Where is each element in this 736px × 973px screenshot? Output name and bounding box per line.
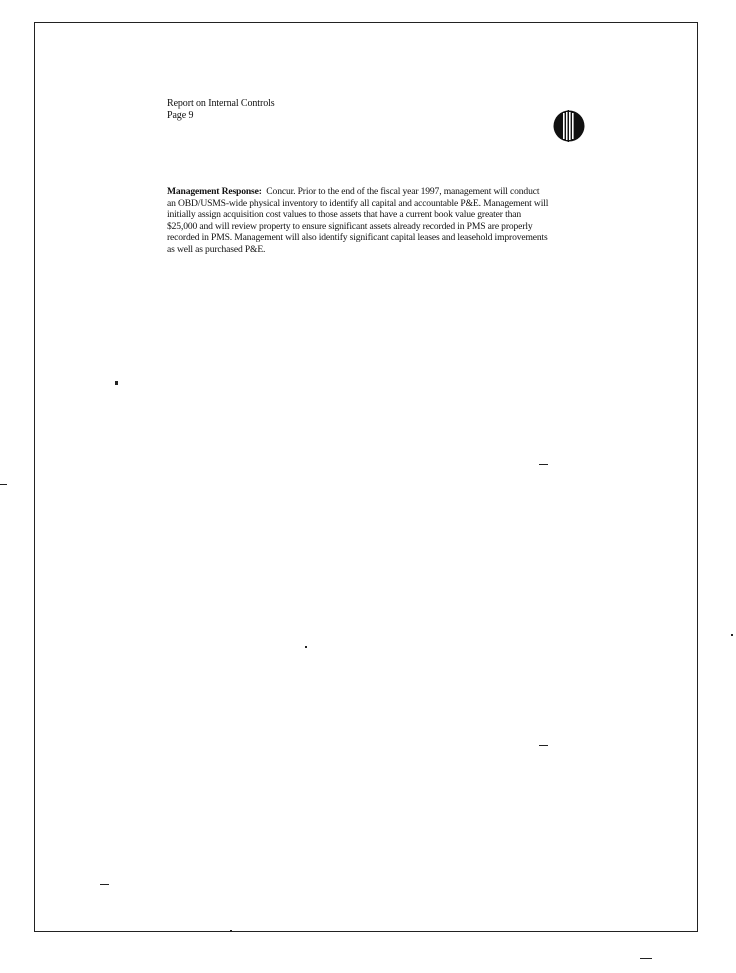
response-line-text: Concur. Prior to the end of the fiscal year 1997, management will conduct [266, 186, 540, 197]
page-frame [34, 22, 698, 932]
scan-mark [539, 464, 548, 465]
response-line: $25,000 and will review property to ensure significant assets already recorded in PMS are properly [167, 220, 533, 232]
scan-mark [100, 884, 109, 885]
response-lead: Management Response: [167, 186, 262, 197]
scan-mark [539, 745, 548, 746]
management-response [167, 186, 627, 255]
scan-mark [640, 958, 652, 959]
agency-seal-icon [553, 110, 585, 142]
response-line: recorded in PMS. Management will also identify significant capital leases and leasehold improvements [167, 232, 548, 243]
response-line: initially assign acquisition cost values to those assets that have a current book value greater than [167, 209, 521, 220]
scan-mark [0, 484, 7, 485]
page-number: Page 9 [167, 110, 194, 121]
scan-mark [230, 930, 232, 931]
scan-mark [305, 646, 307, 648]
page-header [167, 98, 275, 122]
scan-mark [731, 634, 733, 636]
response-line: as well as purchased P&E. [167, 243, 266, 255]
report-title: Report on Internal Controls [167, 98, 275, 109]
response-line: an OBD/USMS-wide physical inventory to identify all capital and accountable P&E. Management will [167, 197, 549, 209]
scan-mark [115, 381, 118, 385]
response-line [167, 186, 627, 198]
